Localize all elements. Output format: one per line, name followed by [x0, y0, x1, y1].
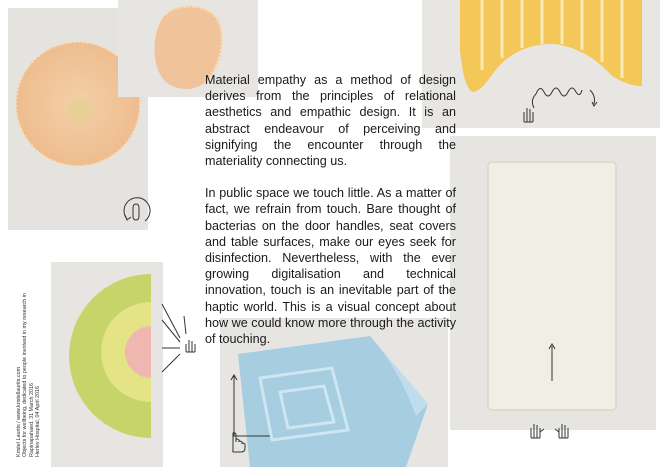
credit-line-2: Objects for wellbeing, dedicated to people involved in my research in — [22, 293, 29, 457]
credit-line-1: Kristel Laurits / www.kristellaurits.com — [16, 366, 22, 457]
credit-line-4: Herlev Hospital, 04 April 2016 — [35, 385, 42, 457]
hand-icon — [519, 104, 537, 124]
white-rectangular-rug-photo — [450, 136, 656, 430]
paragraph-2: In public space we touch little. As a matter of fact, we refrain from touch. Bare thought of bacterias on the door handles, seat covers and table surfaces, make our eyes seek for disinfection. Nevertheless, with the ever growing digitalisation and technical innovation, touch is an inevitable part of the haptic world. This is a visual concept about how we could know more through the activity of touching. — [205, 186, 456, 347]
pointing-arrows-icon — [158, 300, 206, 384]
rotate-arrow-icon — [119, 193, 155, 229]
article-text — [205, 72, 456, 363]
credit-line-3: Rapinapahaed, 31 March 2016 — [28, 382, 35, 457]
green-half-rug-photo — [51, 262, 163, 467]
two-hands-icon — [527, 418, 577, 442]
credits — [16, 293, 42, 457]
pointing-hand-icon — [226, 428, 250, 454]
paragraph-1: Material empathy as a method of design derives from the principles of relational aesthetics and empathic design. It is an abstract endeavour of perceiving and signifying the encounter through the materiality connecting us. — [205, 73, 456, 169]
